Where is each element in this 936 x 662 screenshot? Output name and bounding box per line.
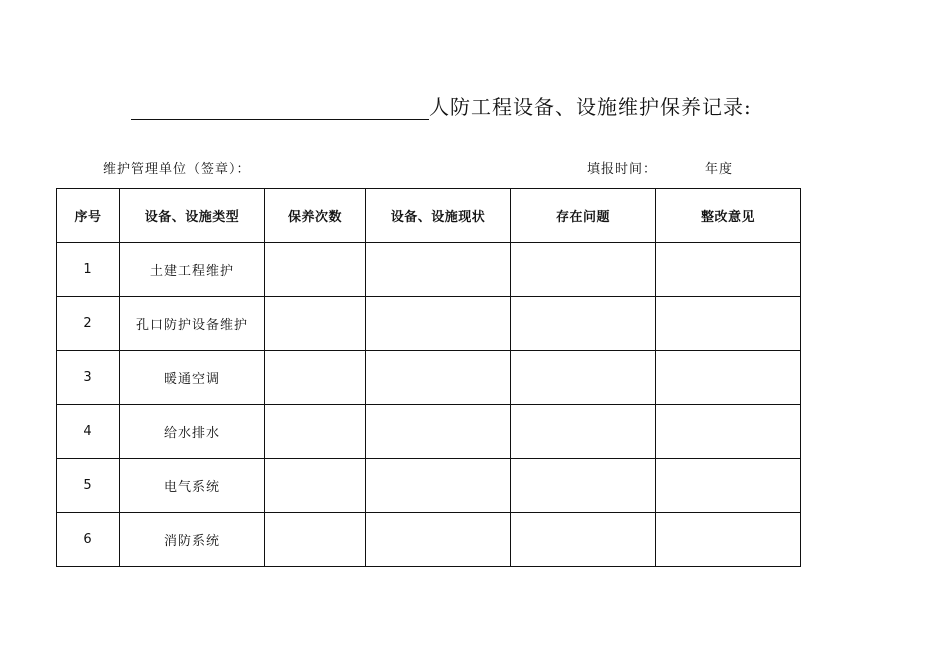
maintenance-record-table [56,188,801,567]
cell-count[interactable] [265,513,366,567]
cell-issues[interactable] [511,513,656,567]
cell-count[interactable] [265,351,366,405]
cell-count[interactable] [265,297,366,351]
cell-advice[interactable] [656,405,801,459]
cell-type: 消防系统 [120,513,265,567]
year-label: 年度 [705,162,734,177]
cell-issues[interactable] [511,243,656,297]
cell-no: 1 [57,243,120,297]
cell-type: 孔口防护设备维护 [120,297,265,351]
header-type: 设备、设施类型 [120,189,265,243]
cell-count[interactable] [265,405,366,459]
title-blank-underline[interactable] [131,95,429,120]
cell-advice[interactable] [656,297,801,351]
cell-count[interactable] [265,459,366,513]
cell-advice[interactable] [656,513,801,567]
cell-status[interactable] [366,243,511,297]
cell-no: 6 [57,513,120,567]
cell-status[interactable] [366,351,511,405]
title-text: 人防工程设备、设施维护保养记录: [429,95,752,119]
table-row [57,351,801,405]
cell-issues[interactable] [511,297,656,351]
cell-advice[interactable] [656,351,801,405]
cell-issues[interactable] [511,405,656,459]
header-advice: 整改意见 [656,189,801,243]
cell-no: 5 [57,459,120,513]
header-status: 设备、设施现状 [366,189,511,243]
cell-status[interactable] [366,297,511,351]
cell-type: 给水排水 [120,405,265,459]
document-title [131,90,811,120]
cell-no: 2 [57,297,120,351]
cell-advice[interactable] [656,243,801,297]
cell-advice[interactable] [656,459,801,513]
fill-date-label: 填报时间： [587,162,658,177]
cell-type: 土建工程维护 [120,243,265,297]
table-row [57,243,801,297]
cell-no: 3 [57,351,120,405]
table-row [57,405,801,459]
cell-status[interactable] [366,513,511,567]
cell-status[interactable] [366,405,511,459]
maintenance-unit-label: 维护管理单位（签章）： [103,162,251,177]
table-row [57,297,801,351]
cell-no: 4 [57,405,120,459]
header-issues: 存在问题 [511,189,656,243]
header-count: 保养次数 [265,189,366,243]
cell-issues[interactable] [511,351,656,405]
cell-count[interactable] [265,243,366,297]
table-row [57,513,801,567]
cell-type: 电气系统 [120,459,265,513]
header-no: 序号 [57,189,120,243]
cell-status[interactable] [366,459,511,513]
table-header-row [57,189,801,243]
cell-issues[interactable] [511,459,656,513]
cell-type: 暖通空调 [120,351,265,405]
table-row [57,459,801,513]
